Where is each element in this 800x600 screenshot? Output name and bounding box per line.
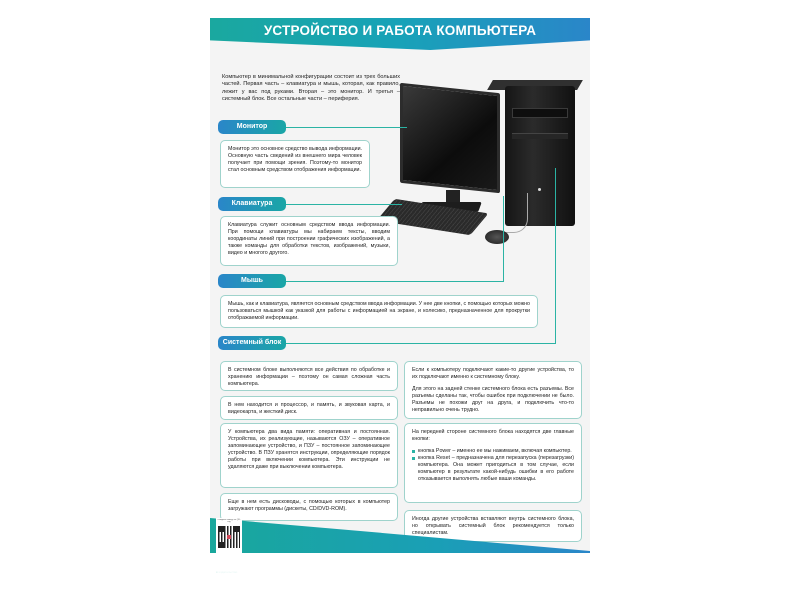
system-unit-label: Системный блок [218, 336, 286, 350]
connectors-paragraph-2: Для этого на задней стенке системного блока есть разъемы. Все разъемы сделаны так, чтобы ошибок при подключении не было. Разъемы не похожи друг на друга, и подключить что-то неправильно очень трудно. [412, 386, 574, 413]
qr-caption: наведите камеру на QR-код [217, 519, 241, 524]
system-unit-connector-line [282, 343, 556, 344]
monitor-image [400, 83, 500, 194]
qr-card [216, 518, 242, 558]
system-unit-buttons-box [404, 423, 582, 503]
mouse-description: Мышь, как и клавиатура, является основным средством ввода информации. У нее две кнопки, с помощью которых можно пользоваться мышкой как указкой для работы с информацией на экране, и колесико, предназначенное для прокрутки отображаемой информации. [220, 295, 538, 328]
system-unit-box-4: Еще в нем есть дисководы, с помощью которых в компьютер загружают программы (дискеты, CD/DVD-ROM). [220, 493, 398, 521]
mouse-label: Мышь [218, 274, 286, 288]
front-ports [512, 133, 568, 139]
system-unit-warning-box: Иногда другие устройства вставляют внутрь системного блока, но открывать системный блок рекомендуется только специалистам. [404, 510, 582, 542]
system-unit-connectors-box [404, 361, 582, 419]
power-button-icon [538, 188, 541, 191]
system-unit-box-2: В нем находится и процессор, и память, и звуковая карта, и видеокарта, и жесткий диск. [220, 396, 398, 420]
qr-code-icon[interactable] [218, 526, 240, 548]
bullet-reset: кнопка Reset – предназначена для перезапуска (перезагрузки) компьютера. Она может пригодиться в том случае, если компьютер в результате какой-нибудь ошибки в его работе отказывается выполнять любые ваши команды. [412, 455, 574, 483]
footer-bottom [210, 553, 590, 578]
optical-drive [512, 108, 568, 118]
system-unit-box-3: У компьютера два вида памяти: оперативная и постоянная. Устройства, их реализующие, называются ОЗУ – оперативное запоминающее устройство, и ПЗУ – постоянное запоминающее устройство. В ПЗУ хранятся инструкции, определяющие порядок работы при включении компьютера. Эти инструкции не удаляются даже при выключении компьютера. [220, 423, 398, 488]
qr-logo-icon [227, 535, 231, 539]
keyboard-description: Клавиатура служит основным средством ввода информации. При помощи клавиатуры мы набираем тексты, вводим координаты линий при построении графических изображений, а также команды для обработки текстов, изображений, музыки, видео и многого другого. [220, 216, 398, 266]
buttons-intro: На передней стороне системного блока находятся две главные кнопки: [412, 429, 574, 442]
monitor-description: Монитор это основное средство вывода информации. Основную часть сведений из внешнего мира человек получает при помощи зрения. Поэтому-то монитор стал основным средством отображения информации. [220, 140, 370, 188]
publisher-brand: ■ издательство [216, 570, 238, 574]
system-unit-connector-vertical [555, 168, 556, 343]
mouse-connector-vertical [503, 196, 504, 281]
intro-text: Компьютер в минимальной конфигурации состоит из трех больших частей. Первая часть – клавиатура и мышь, которая, как правило, лежит у вас под руками. Вторая – это монитор. И третья – системный блок. Все остальные части – периферия. [222, 74, 400, 103]
system-unit-box-1: В системном блоке выполняются все действия по обработке и хранению информации – поэтому он самая сложная часть компьютера. [220, 361, 398, 391]
bullet-power: кнопка Power – именно ее мы нажимаем, включая компьютер. [412, 448, 574, 455]
keyboard-label: Клавиатура [218, 197, 286, 211]
buttons-list [412, 448, 574, 483]
mouse-image [485, 230, 509, 244]
page-title: УСТРОЙСТВО И РАБОТА КОМПЬЮТЕРА [263, 23, 537, 38]
keyboard-connector-line [282, 204, 402, 205]
computer-illustration [380, 78, 590, 253]
poster [210, 18, 590, 578]
connectors-paragraph-1: Если к компьютеру подключают какие-то другие устройства, то их подключают именно к системному блоку. [412, 367, 574, 380]
mouse-connector-line [282, 281, 504, 282]
monitor-label: Монитор [218, 120, 286, 134]
monitor-connector-line [282, 127, 407, 128]
